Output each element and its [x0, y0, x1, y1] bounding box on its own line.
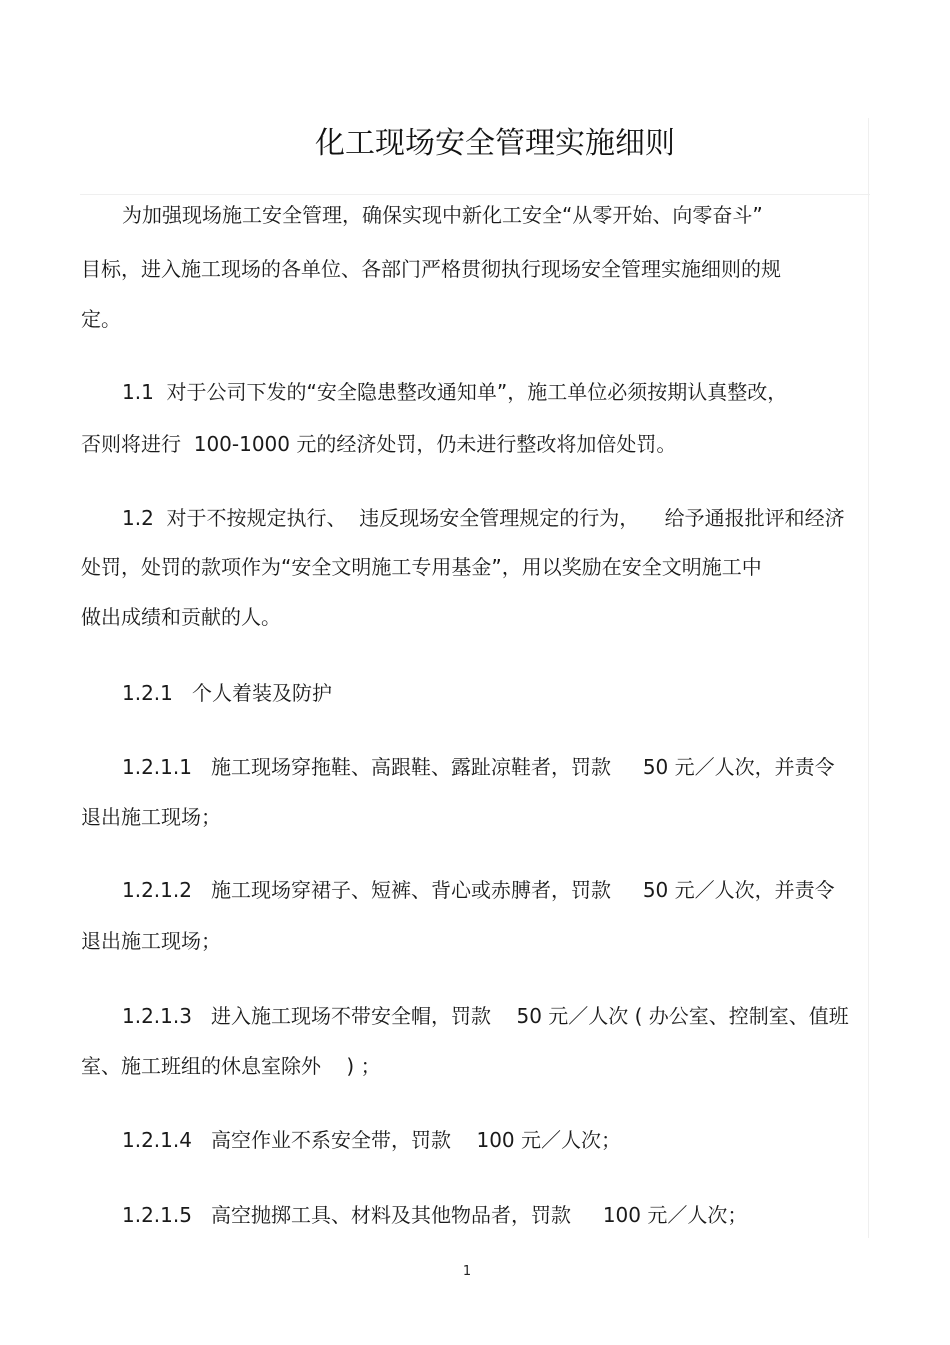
clause-1-2-1-2-line-1: 1.2.1.2 施工现场穿裙子、短裤、背心或赤膊者，罚款 50 元／人次，并责令: [122, 878, 835, 902]
clause-1-2-line-3: 做出成绩和贡献的人。: [81, 605, 281, 629]
clause-1-2-1-3-line-2: 室、施工班组的休息室除外 ) ；: [81, 1054, 381, 1078]
clause-1-2-1-2-line-2: 退出施工现场；: [81, 929, 221, 953]
clause-1-2-1-3-line-1: 1.2.1.3 进入施工现场不带安全帽，罚款 50 元／人次 ( 办公室、控制室、值班: [122, 1004, 849, 1028]
clause-1-2-1-heading: 1.2.1 个人着装及防护: [122, 681, 332, 705]
clause-1-2-1-5: 1.2.1.5 高空抛掷工具、材料及其他物品者，罚款 100 元／人次；: [122, 1203, 748, 1227]
clause-1-2-line-1: 1.2 对于不按规定执行、 违反现场安全管理规定的行为， 给予通报批评和经济: [122, 506, 845, 530]
clause-1-2-line-2: 处罚，处罚的款项作为“安全文明施工专用基金”，用以奖励在安全文明施工中: [81, 555, 762, 579]
header-divider: [80, 194, 870, 195]
clause-1-2-1-1-line-2: 退出施工现场；: [81, 805, 221, 829]
intro-line-2: 目标，进入施工现场的各单位、各部门严格贯彻执行现场安全管理实施细则的规: [81, 257, 781, 281]
intro-line-1: 为加强现场施工安全管理，确保实现中新化工安全“从零开始、向零奋斗”: [122, 203, 763, 227]
clause-1-1-line-2: 否则将进行 100-1000 元的经济处罚，仍未进行整改将加倍处罚。: [81, 432, 677, 456]
clause-1-1-line-1: 1.1 对于公司下发的“安全隐患整改通知单”，施工单位必须按期认真整改，: [122, 380, 788, 404]
right-margin-line: [868, 118, 869, 1238]
intro-line-3: 定。: [81, 307, 121, 331]
page-number: 1: [462, 1264, 472, 1279]
document-title: 化工现场安全管理实施细则: [315, 126, 675, 161]
clause-1-2-1-4: 1.2.1.4 高空作业不系安全带，罚款 100 元／人次；: [122, 1128, 622, 1152]
clause-1-2-1-1-line-1: 1.2.1.1 施工现场穿拖鞋、高跟鞋、露趾凉鞋者，罚款 50 元／人次，并责令: [122, 755, 835, 779]
